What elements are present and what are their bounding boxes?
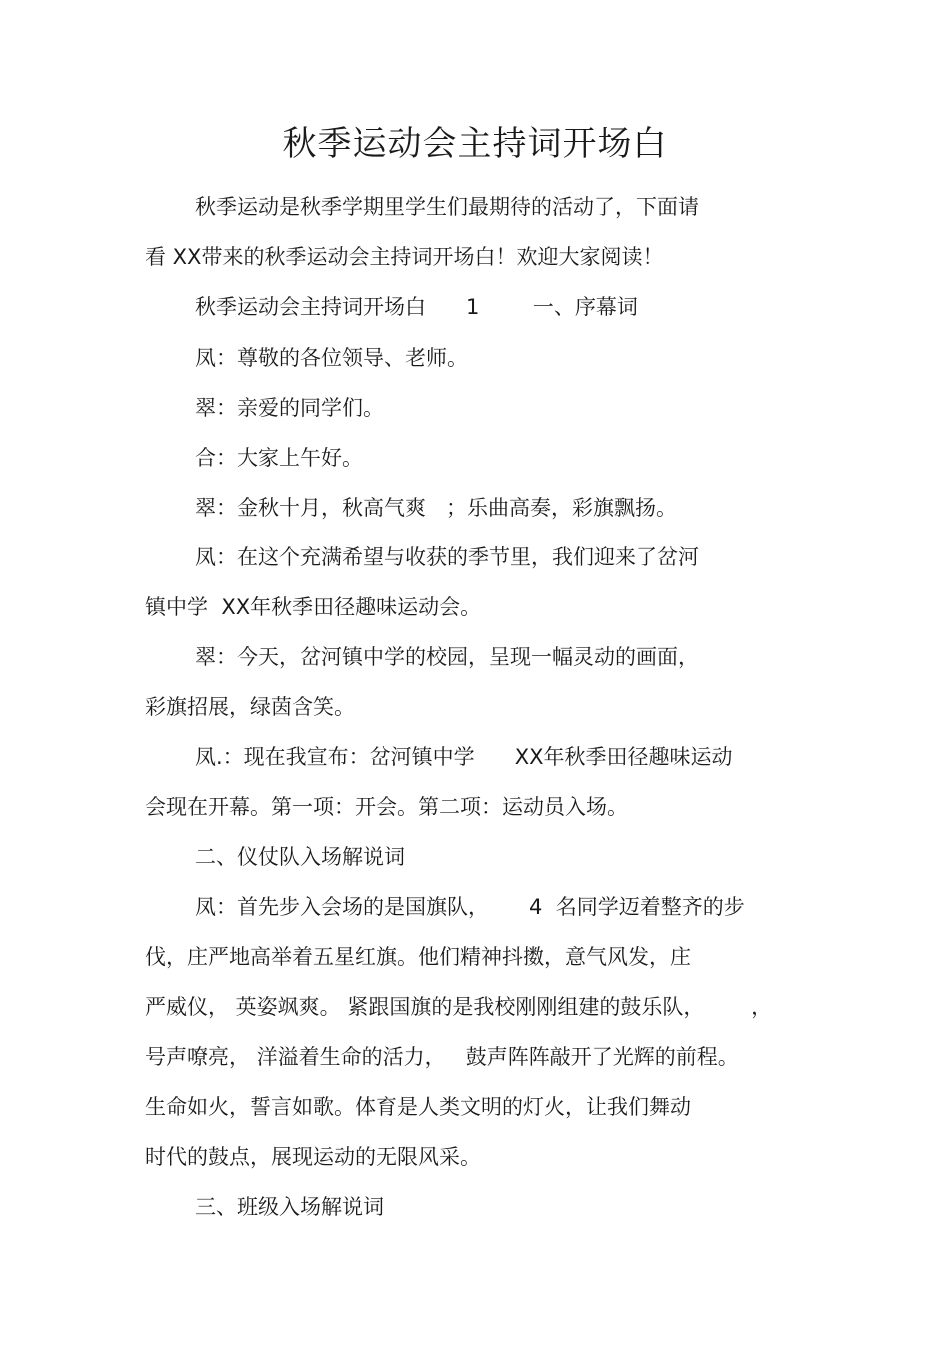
paragraph-line: 严威仪， 英姿飒爽。 紧跟国旗的是我校刚刚组建的鼓乐队， ， <box>145 995 773 1019</box>
paragraph-line: 生命如火，誓言如歌。体育是人类文明的灯火，让我们舞动 <box>145 1095 691 1119</box>
paragraph-line: 号声嘹亮， 洋溢着生命的活力， 鼓声阵阵敲开了光辉的前程。 <box>145 1045 739 1069</box>
paragraph-line: 凤：首先步入会场的是国旗队， 4 名同学迈着整齐的步 <box>195 895 745 919</box>
section-heading: 二、仪仗队入场解说词 <box>195 845 405 869</box>
paragraph-line: 看 XX带来的秋季运动会主持词开场白！欢迎大家阅读！ <box>145 245 664 269</box>
section-heading: 三、班级入场解说词 <box>195 1195 384 1219</box>
paragraph-line: 翠：亲爱的同学们。 <box>195 396 384 420</box>
paragraph-line: 伐，庄严地高举着五星红旗。他们精神抖擞，意气风发，庄 <box>145 945 691 969</box>
paragraph-line: 翠：今天，岔河镇中学的校园，呈现一幅灵动的画面， <box>195 645 699 669</box>
paragraph-line: 翠：金秋十月，秋高气爽 ；乐曲高奏，彩旗飘扬。 <box>195 496 678 520</box>
paragraph-line: 合：大家上午好。 <box>195 446 363 470</box>
paragraph-line: 凤.：现在我宣布：岔河镇中学 XX年秋季田径趣味运动 <box>195 745 733 769</box>
paragraph-line: 凤：在这个充满希望与收获的季节里，我们迎来了岔河 <box>195 545 699 569</box>
paragraph-line: 秋季运动是秋季学期里学生们最期待的活动了，下面请 <box>195 195 699 219</box>
paragraph-line: 镇中学 XX年秋季田径趣味运动会。 <box>145 595 482 619</box>
document-title: 秋季运动会主持词开场白 <box>282 124 668 164</box>
paragraph-line: 彩旗招展，绿茵含笑。 <box>145 695 355 719</box>
paragraph-line: 时代的鼓点，展现运动的无限风采。 <box>145 1145 481 1169</box>
paragraph-line: 会现在开幕。第一项：开会。第二项：运动员入场。 <box>145 795 628 819</box>
paragraph-line: 凤：尊敬的各位领导、老师。 <box>195 346 468 370</box>
paragraph-line: 秋季运动会主持词开场白 1 一、序幕词 <box>195 295 638 319</box>
